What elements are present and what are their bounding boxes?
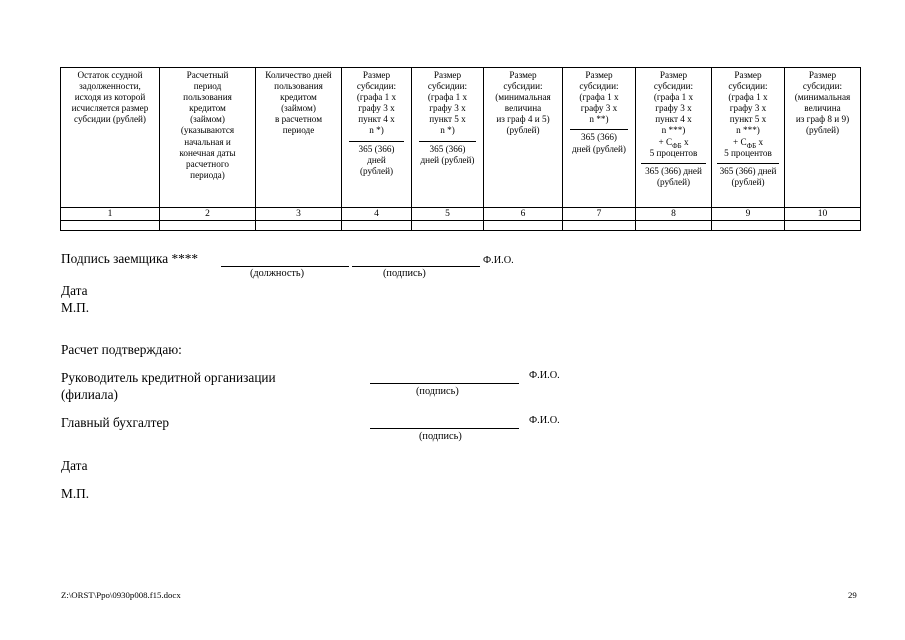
column-number: 2 [160, 208, 256, 221]
data-cell[interactable] [412, 221, 484, 231]
fraction-line [570, 129, 628, 130]
header-cell-4: Размер субсидии: (графа 1 х графу 3 х пункт 4 х n *) 365 (366) дней (рублей) [342, 68, 412, 208]
data-cell[interactable] [256, 221, 342, 231]
stamp-label: М.П. [61, 300, 90, 315]
date-label: Дата [61, 458, 88, 473]
fraction-line [419, 141, 476, 142]
column-number-row [61, 208, 861, 221]
fraction-line [717, 163, 779, 164]
header-cell-7: Размер субсидии: (графа 1 х графу 3 х n **) 365 (366) дней (рублей) [563, 68, 636, 208]
column-number: 7 [563, 208, 636, 221]
page-number: 29 [848, 590, 857, 600]
signature-caption: (подпись) [383, 268, 426, 279]
column-number: 8 [636, 208, 712, 221]
borrower-signature-line[interactable] [352, 266, 480, 267]
stamp-label: М.П. [61, 486, 90, 501]
column-number: 1 [61, 208, 160, 221]
header-cell-10: Размер субсидии: (минимальная величина из граф 8 и 9) (рублей) [785, 68, 861, 208]
accountant-label: Главный бухгалтер [61, 415, 170, 430]
data-cell[interactable] [636, 221, 712, 231]
head-fio-label: Ф.И.О. [529, 370, 560, 381]
borrower-signature-label: Подпись заемщика **** [61, 251, 199, 266]
head-label: Руководитель кредитной организации [61, 370, 276, 385]
accountant-fio-label: Ф.И.О. [529, 415, 560, 426]
column-number: 3 [256, 208, 342, 221]
cfb-term: + $C_{ФБ}$ x [732, 136, 764, 150]
accountant-signature-caption: (подпись) [419, 431, 462, 442]
head-signature-caption: (подпись) [416, 386, 459, 397]
data-cell[interactable] [160, 221, 256, 231]
data-cell[interactable] [342, 221, 412, 231]
header-cell-3: Количество дней пользования кредитом (займом) в расчетном периоде [256, 68, 342, 208]
data-cell[interactable] [61, 221, 160, 231]
column-number: 9 [712, 208, 785, 221]
data-cell[interactable] [785, 221, 861, 231]
column-number: 6 [484, 208, 563, 221]
date-label: Дата [61, 283, 88, 298]
position-signature-line[interactable] [221, 266, 349, 267]
header-cell-9: Размер субсидии: (графа 1 х графу 3 х пункт 5 х n ***) + $C_{ФБ}$ x 5 процентов 365 (366) дней (рублей) [712, 68, 785, 208]
head-signature-line[interactable] [370, 383, 519, 384]
data-cell[interactable] [484, 221, 563, 231]
header-cell-5: Размер субсидии: (графа 1 х графу 3 х пункт 5 х n *) 365 (366) дней (рублей) [412, 68, 484, 208]
data-entry-row [61, 221, 861, 231]
cfb-term: + $C_{ФБ}$ x [658, 136, 689, 150]
accountant-signature-line[interactable] [370, 428, 519, 429]
fraction-line [641, 163, 706, 164]
column-number: 5 [412, 208, 484, 221]
data-cell[interactable] [712, 221, 785, 231]
footer-file-path: Z:\ORST\Ppo\0930p008.f15.docx [61, 590, 181, 600]
header-cell-6: Размер субсидии: (минимальная величина из граф 4 и 5) (рублей) [484, 68, 563, 208]
borrower-fio-label: Ф.И.О. [483, 255, 514, 266]
fraction-line [349, 141, 404, 142]
column-number: 10 [785, 208, 861, 221]
table-header-row [61, 68, 861, 208]
position-caption: (должность) [250, 268, 305, 279]
head-branch-label: (филиала) [61, 387, 118, 402]
column-number: 4 [342, 208, 412, 221]
data-cell[interactable] [563, 221, 636, 231]
subsidy-calculation-table [60, 67, 861, 231]
header-cell-8: Размер субсидии: (графа 1 х графу 3 х пункт 4 х n ***) + $C_{ФБ}$ x 5 процентов 365 (366) дней (рублей) [636, 68, 712, 208]
header-cell-2: Расчетный период пользования кредитом (займом) (указываются начальная и конечная даты расчетного периода) [160, 68, 256, 208]
header-cell-1: Остаток ссудной задолженности, исходя из которой исчисляется размер субсидии (рублей) [61, 68, 160, 208]
confirm-label: Расчет подтверждаю: [61, 342, 182, 357]
